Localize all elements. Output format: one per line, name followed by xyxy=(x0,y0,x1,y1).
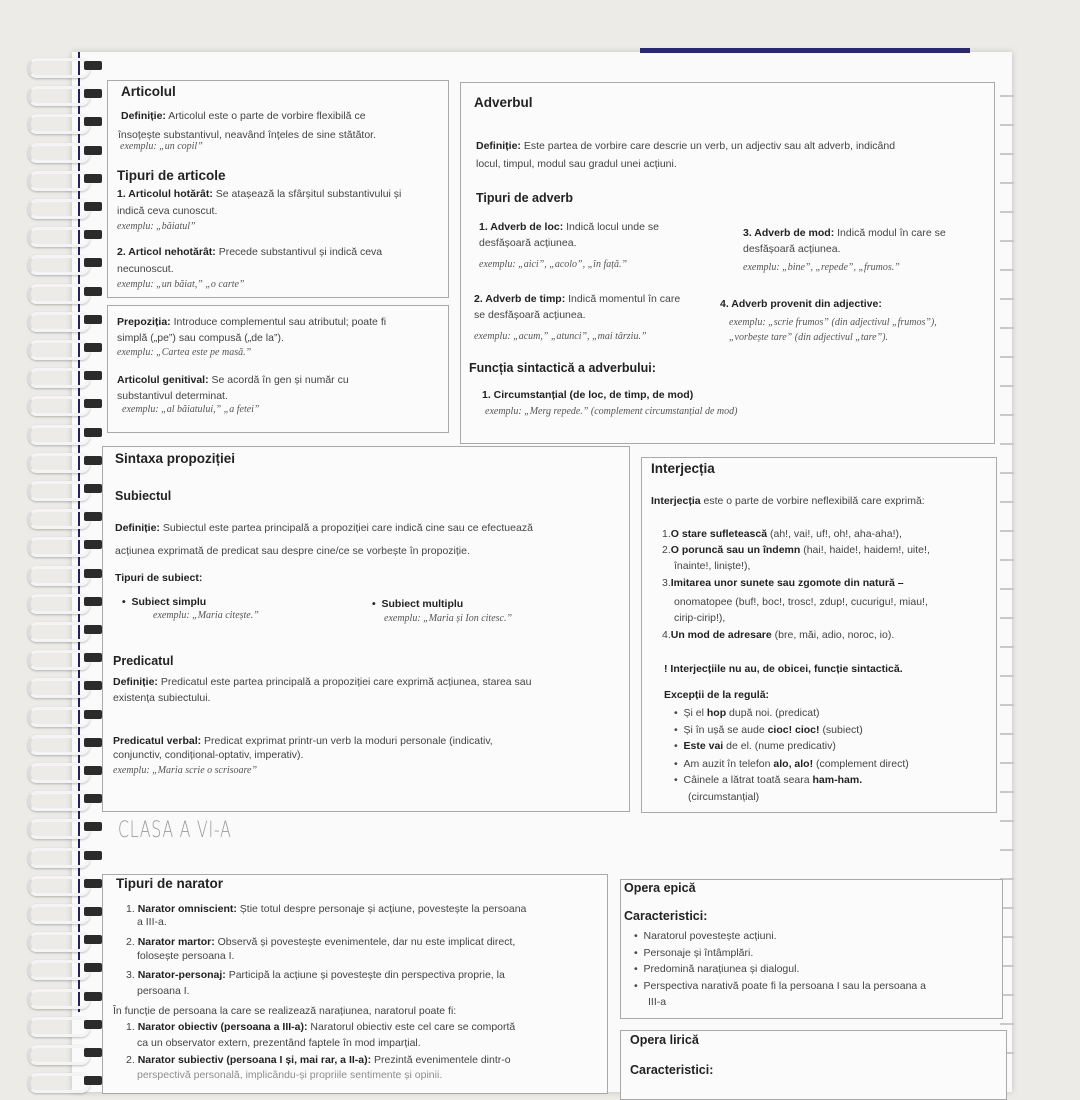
interjectia-item-3: 3.Imitarea unor sunete sau zgomote din natură – xyxy=(662,577,904,589)
adverb-loc: 1. Adverb de loc: Indică locul unde se xyxy=(479,221,659,233)
adverb-loc-line2: desfășoară acțiunea. xyxy=(479,237,577,249)
subiect-def-line2: acțiunea exprimată de predicat sau despre cine/ce se vorbește în propoziție. xyxy=(115,545,470,557)
prepozitia-line2: simplă („pe”) sau compusă („de la”). xyxy=(117,332,284,344)
spiral-ring xyxy=(28,763,106,779)
interjectia-item-1: 1.O stare sufletească (ah!, vai!, uf!, oh!, aha-aha!), xyxy=(662,528,902,540)
narator-personaj-line2: persoana I. xyxy=(137,985,190,997)
edge-notch xyxy=(1000,240,1014,242)
interjectia-item-3-line3: cirip-cirip!), xyxy=(674,612,726,624)
spiral-ring xyxy=(28,537,106,553)
spiral-ring xyxy=(28,848,106,864)
edge-notch xyxy=(1000,327,1014,329)
edge-notch xyxy=(1000,153,1014,155)
articol-genitival-line2: substantivul determinat. xyxy=(117,390,228,402)
edge-notch xyxy=(1000,762,1014,764)
articolul-def: Definiție: Articolul este o parte de vorbire flexibilă ce xyxy=(121,110,366,122)
predicat-verbal-line2: conjunctiv, condițional-optativ, imperativ). xyxy=(113,749,304,761)
subiect-def: Definiție: Subiectul este partea principală a propoziției care indică cine sau ce efectuează xyxy=(115,522,533,534)
narator-obiectiv-line2: ca un observator extern, prezentând faptele în mod imparțial. xyxy=(137,1037,421,1049)
narator-martor: 2. Narator martor: Observă și povestește evenimentele, dar nu este implicat direct, xyxy=(126,936,516,948)
edge-notch xyxy=(1000,820,1014,822)
spiral-ring xyxy=(28,707,106,723)
edge-notch xyxy=(1000,124,1014,126)
articolul-def-line2: însoțește substantivul, neavând înțeles de sine stătător. xyxy=(118,129,376,141)
narator-omniscient-line2: a III-a. xyxy=(137,916,167,928)
edge-notch xyxy=(1000,675,1014,677)
adverb-circumstantial-example: exemplu: „Merg repede.” (complement circumstanțial de mod) xyxy=(485,406,738,417)
opera-epica-item-2: • Personaje și întâmplări. xyxy=(634,947,754,959)
adverbul-def-line2: locul, timpul, modul sau gradul unei acțiuni. xyxy=(476,158,677,170)
adverb-timp: 2. Adverb de timp: Indică momentul în care xyxy=(474,293,681,305)
interjectia-exception-5-line2: (circumstanțial) xyxy=(688,791,760,803)
edge-notch xyxy=(1000,559,1014,561)
predicat-def-line2: existența subiectului. xyxy=(113,692,211,704)
interjectia-exceptions-title: Excepții de la regulă: xyxy=(664,689,770,701)
opera-epica-car-title: Caracteristici: xyxy=(624,909,708,923)
spiral-ring xyxy=(28,143,106,159)
spiral-ring xyxy=(28,227,106,243)
narator-omniscient: 1. Narator omniscient: Știe totul despre personaje și acțiune, povestește la persoana xyxy=(126,903,527,915)
narator-personaj: 3. Narator-personaj: Participă la acțiune și povestește din perspectiva proprie, la xyxy=(126,969,505,981)
spiral-ring xyxy=(28,819,106,835)
adverb-circumstantial: 1. Circumstanțial (de loc, de timp, de mod) xyxy=(482,389,694,401)
edge-notch xyxy=(1000,588,1014,590)
adverb-adjective-example1: exemplu: „scrie frumos” (din adjectivul „frumos”), xyxy=(729,317,937,328)
spiral-ring xyxy=(28,171,106,187)
opera-epica-item-4: • Perspectiva narativă poate fi la persoana I sau la persoana a xyxy=(634,980,927,992)
spiral-ring xyxy=(28,932,106,948)
interjectia-title: Interjecția xyxy=(651,461,715,476)
articol-nehotarat: 2. Articol nehotărât: Precede substantivul și indică ceva xyxy=(117,246,383,258)
predicat-title: Predicatul xyxy=(113,654,174,668)
edge-notch xyxy=(1000,791,1014,793)
interjectia-exception-1: • Și el hop după noi. (predicat) xyxy=(674,707,820,719)
edge-notch xyxy=(1000,211,1014,213)
spiral-ring xyxy=(28,989,106,1005)
edge-notch xyxy=(1000,269,1014,271)
narator-subiectiv-line2: perspectivă personală, implicându-și propriile sentimente și opinii. xyxy=(137,1069,443,1081)
spiral-ring xyxy=(28,86,106,102)
spiral-ring xyxy=(28,481,106,497)
narator-obiectiv: 1. Narator obiectiv (persoana a III-a): Naratorul obiectiv este cel care se comportă xyxy=(126,1021,516,1033)
interjectia-item-2: 2.O poruncă sau un îndemn (hai!, haide!, haidem!, uite!, xyxy=(662,544,930,556)
edge-notch xyxy=(1000,182,1014,184)
predicat-verbal-example: exemplu: „Maria scrie o scrisoare” xyxy=(113,765,258,776)
adverb-adjective-example2: „vorbește tare” (din adjectivul „tare”). xyxy=(729,332,888,343)
edge-notch xyxy=(1000,472,1014,474)
adverbul-types-title: Tipuri de adverb xyxy=(476,191,574,205)
spiral-ring xyxy=(28,453,106,469)
subiect-title: Subiectul xyxy=(115,489,172,503)
adverbul-def: Definiție: Este partea de vorbire care descrie un verb, un adjectiv sau alt adverb, indicând xyxy=(476,140,896,152)
interjectia-item-2-line2: înainte!, liniște!), xyxy=(674,560,751,572)
edge-notch xyxy=(1000,646,1014,648)
spiral-ring xyxy=(28,340,106,356)
adverbul-func-title: Funcția sintactică a adverbului: xyxy=(469,361,656,375)
sintaxa-title: Sintaxa propoziției xyxy=(115,451,236,466)
spiral-ring xyxy=(28,1017,106,1033)
spiral-ring xyxy=(28,594,106,610)
articol-nehotarat-example: exemplu: „un băiat,” „o carte” xyxy=(117,279,245,290)
spiral-ring xyxy=(28,678,106,694)
adverb-timp-line2: se desfășoară acțiunea. xyxy=(474,309,586,321)
adverb-adjective: 4. Adverb provenit din adjective: xyxy=(720,298,882,310)
articol-hotarat-line2: indică ceva cunoscut. xyxy=(117,205,218,217)
narator-subiectiv: 2. Narator subiectiv (persoana I și, mai rar, a II-a): Prezintă evenimentele dintr-o xyxy=(126,1054,511,1066)
narator-intro: În funcție de persoana la care se realizează narațiunea, naratorul poate fi: xyxy=(113,1005,457,1017)
opera-epica-item-3: • Predomină narațiunea și dialogul. xyxy=(634,963,800,975)
interjectia-note: ! Interjecțiile nu au, de obicei, funcție sintactică. xyxy=(664,663,903,675)
spiral-ring xyxy=(28,566,106,582)
spiral-ring xyxy=(28,960,106,976)
adverb-timp-example: exemplu: „acum,” „atunci”, „mai târziu.” xyxy=(474,331,647,342)
edge-notch xyxy=(1000,443,1014,445)
spiral-ring xyxy=(28,904,106,920)
spiral-ring xyxy=(28,425,106,441)
interjectia-exception-5: • Câinele a lătrat toată seara ham-ham. xyxy=(674,774,863,786)
edge-notch xyxy=(1000,414,1014,416)
spiral-ring xyxy=(28,312,106,328)
prepozitia-example: exemplu: „Cartea este pe masă.” xyxy=(117,347,252,358)
narator-title: Tipuri de narator xyxy=(116,876,224,891)
opera-lirica-car-title: Caracteristici: xyxy=(630,1063,714,1077)
predicat-verbal: Predicatul verbal: Predicat exprimat printr-un verb la moduri personale (indicativ, xyxy=(113,735,493,747)
spiral-ring xyxy=(28,876,106,892)
prepozitia-def: Prepoziția: Introduce complementul sau atributul; poate fi xyxy=(117,316,387,328)
section-heading-clasa: CLASA A VI-A xyxy=(118,818,232,843)
subiect-simplu: • Subiect simplu xyxy=(122,596,207,608)
spiral-ring xyxy=(28,114,106,130)
spiral-ring xyxy=(28,650,106,666)
opera-epica-item-1: • Naratorul povestește acțiuni. xyxy=(634,930,777,942)
spiral-ring xyxy=(28,284,106,300)
edge-notch xyxy=(1000,95,1014,97)
edge-notch xyxy=(1000,733,1014,735)
edge-notch xyxy=(1000,704,1014,706)
spiral-ring xyxy=(28,735,106,751)
edge-notch xyxy=(1000,530,1014,532)
subiect-multiplu-example: exemplu: „Maria și Ion citesc.” xyxy=(384,613,513,624)
interjectia-exception-2: • Și în ușă se aude cioc! cioc! (subiect) xyxy=(674,724,863,736)
adverbul-title: Adverbul xyxy=(474,95,533,110)
articol-hotarat-example: exemplu: „băiatul” xyxy=(117,221,196,232)
articol-genitival: Articolul genitival: Se acordă în gen și număr cu xyxy=(117,374,349,386)
spiral-ring xyxy=(28,1073,106,1089)
spiral-ring xyxy=(28,622,106,638)
opera-epica-item-4-line2: III-a xyxy=(648,996,667,1008)
edge-notch xyxy=(1000,298,1014,300)
spiral-ring xyxy=(28,509,106,525)
edge-notch xyxy=(1000,1023,1014,1025)
subiect-types-title: Tipuri de subiect: xyxy=(115,572,203,584)
interjectia-item-3-line2: onomatopee (buf!, boc!, trosc!, zdup!, cucurigu!, miau!, xyxy=(674,596,928,608)
spiral-ring xyxy=(28,396,106,412)
articolul-types-title: Tipuri de articole xyxy=(117,168,226,183)
articol-nehotarat-line2: necunoscut. xyxy=(117,263,174,275)
opera-epica-title: Opera epică xyxy=(624,881,696,895)
spiral-binding xyxy=(28,58,108,1080)
articol-genitival-example: exemplu: „al băiatului,” „a fetei” xyxy=(122,404,260,415)
spiral-ring xyxy=(28,255,106,271)
page-edge xyxy=(640,48,970,53)
spiral-ring xyxy=(28,791,106,807)
interjectia-item-4: 4.Un mod de adresare (bre, măi, adio, noroc, io). xyxy=(662,629,895,641)
spiral-ring xyxy=(28,1045,106,1061)
edge-notch xyxy=(1000,617,1014,619)
subiect-multiplu: • Subiect multiplu xyxy=(372,598,464,610)
edge-notch xyxy=(1000,501,1014,503)
predicat-def: Definiție: Predicatul este partea principală a propoziției care exprimă acțiunea, starea sau xyxy=(113,676,532,688)
edge-notch xyxy=(1000,356,1014,358)
adverb-loc-example: exemplu: „aici”, „acolo”, „în față.” xyxy=(479,259,628,270)
interjectia-exception-3: • Este vai de el. (nume predicativ) xyxy=(674,740,836,752)
articolul-title: Articolul xyxy=(121,84,176,99)
spiral-ring xyxy=(28,199,106,215)
adverb-mod-line2: desfășoară acțiunea. xyxy=(743,243,841,255)
adverb-mod-example: exemplu: „bine”, „repede”, „frumos.” xyxy=(743,262,900,273)
interjectia-exception-4: • Am auzit în telefon alo, alo! (complement direct) xyxy=(674,758,909,770)
spiral-ring xyxy=(28,368,106,384)
spiral-ring xyxy=(28,58,106,74)
interjectia-intro: Interjecția este o parte de vorbire neflexibilă care exprimă: xyxy=(651,495,925,507)
opera-lirica-title: Opera lirică xyxy=(630,1033,699,1047)
subiect-simplu-example: exemplu: „Maria citește.” xyxy=(153,610,259,621)
adverb-mod: 3. Adverb de mod: Indică modul în care se xyxy=(743,227,946,239)
articol-hotarat: 1. Articolul hotărât: Se atașează la sfârșitul substantivului și xyxy=(117,188,402,200)
narator-martor-line2: folosește persoana I. xyxy=(137,950,235,962)
edge-notch xyxy=(1000,385,1014,387)
edge-notch xyxy=(1000,849,1014,851)
articolul-def-example: exemplu: „un copil” xyxy=(120,141,203,152)
